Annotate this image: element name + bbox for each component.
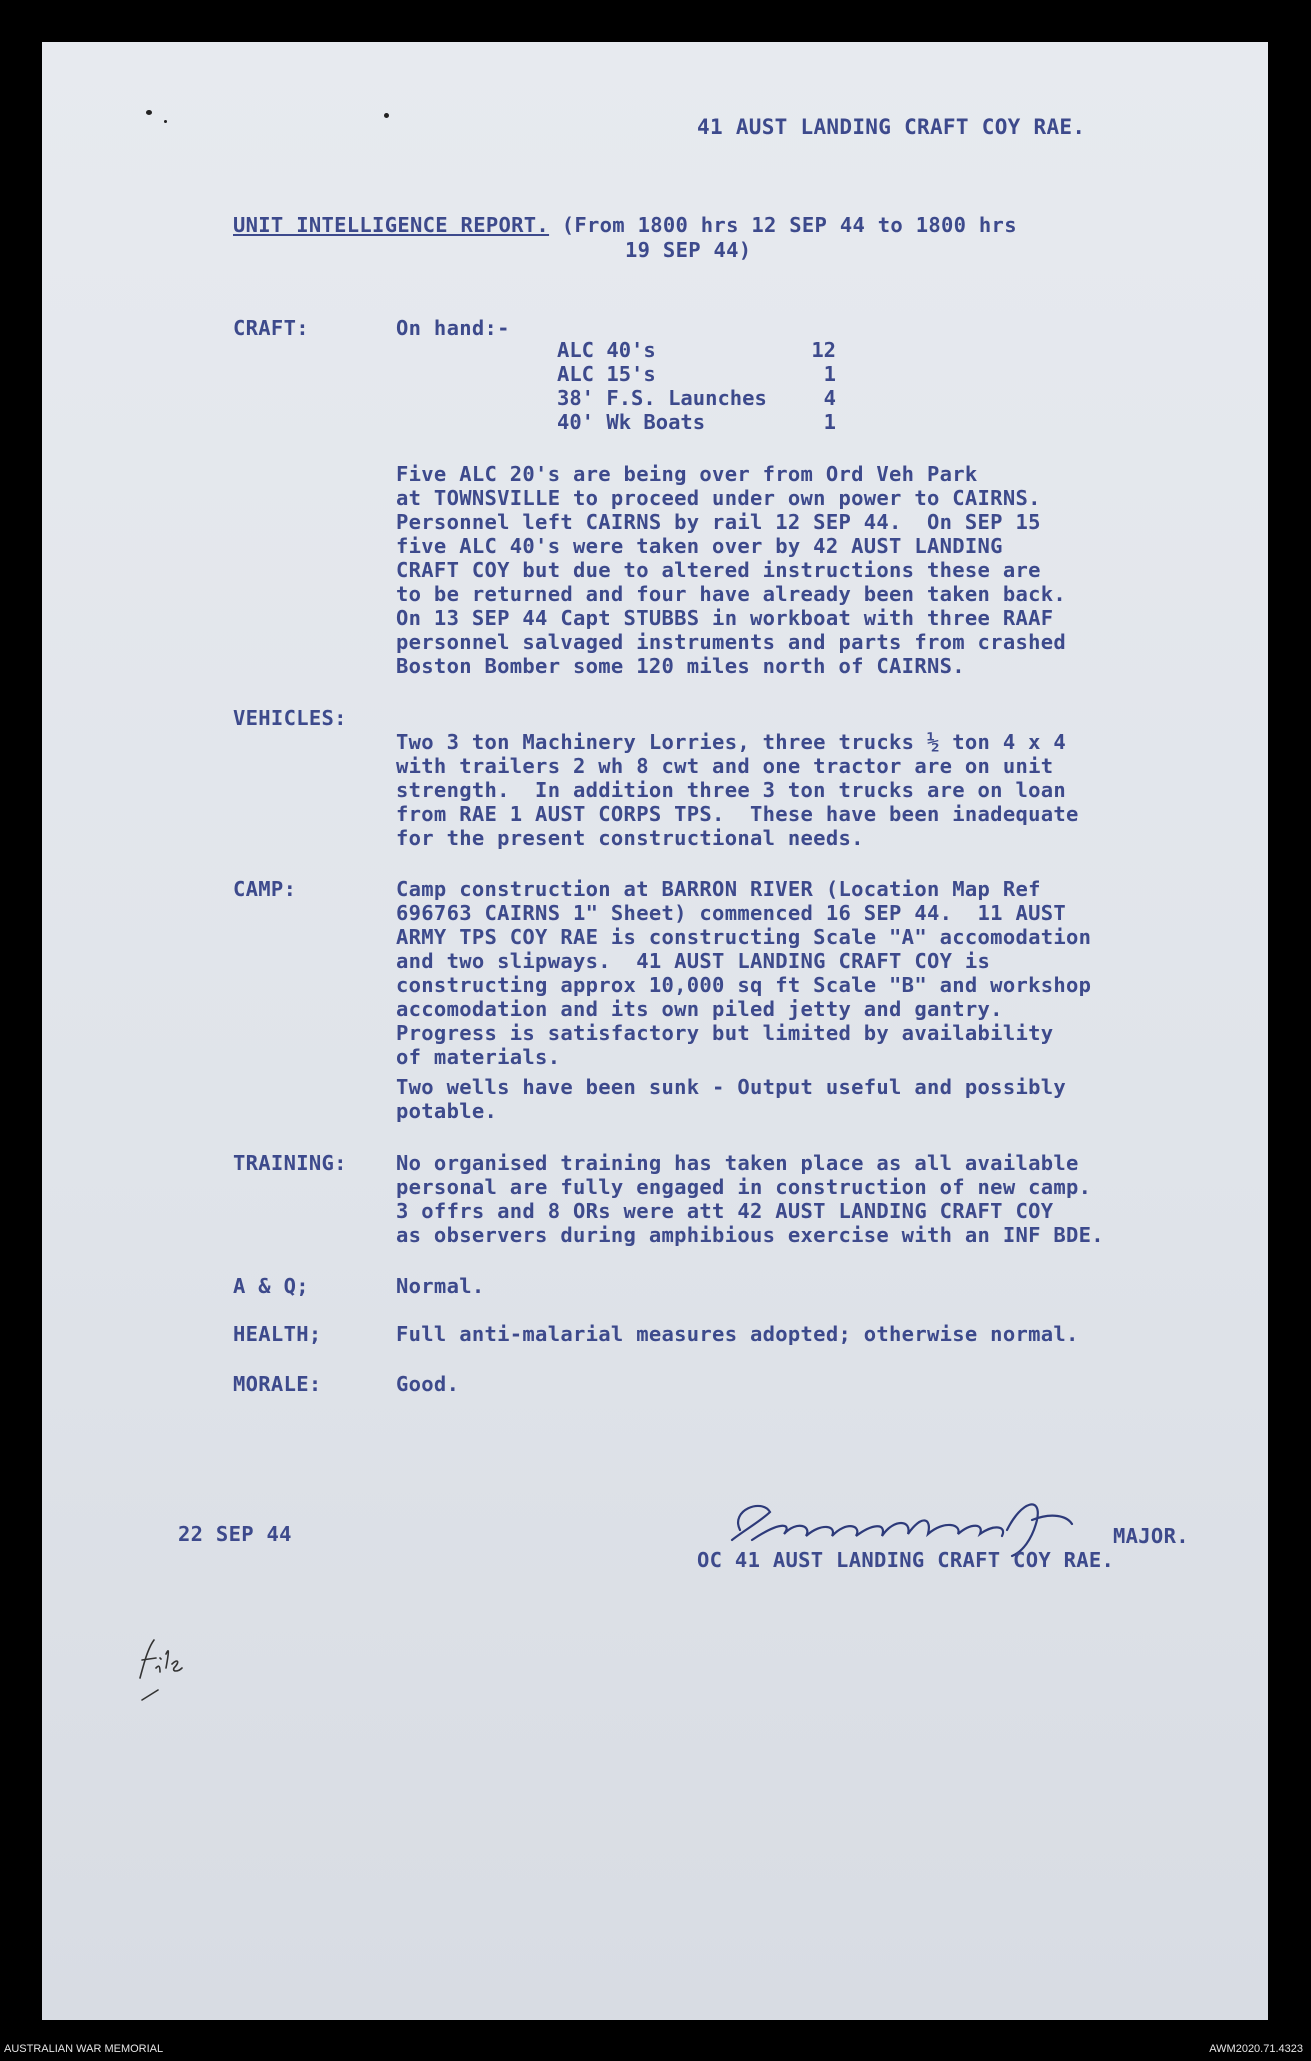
morale-text: Good. xyxy=(396,1372,460,1396)
unit-header: 41 AUST LANDING CRAFT COY RAE. xyxy=(697,115,1086,139)
handwritten-file-note xyxy=(130,1628,210,1708)
craft-item-qty: 12 xyxy=(811,338,836,362)
craft-line: Boston Bomber some 120 miles north of CAIRNS. xyxy=(396,654,965,678)
health-text: Full anti-malarial measures adopted; otherwise normal. xyxy=(396,1322,1079,1346)
craft-item-name: 38' F.S. Launches xyxy=(557,386,767,410)
camp-line: Camp construction at BARRON RIVER (Location Map Ref xyxy=(396,877,1041,901)
vehicles-line: with trailers 2 wh 8 cwt and one tractor are on unit xyxy=(396,754,1054,778)
vehicles-line: for the present constructional needs. xyxy=(396,826,864,850)
speck xyxy=(384,113,389,118)
craft-label: CRAFT: xyxy=(233,316,309,340)
signatory-rank: MAJOR. xyxy=(1113,1524,1189,1548)
speck xyxy=(146,110,152,115)
vehicles-line: from RAE 1 AUST CORPS TPS. These have been inadequate xyxy=(396,802,1079,826)
report-period-line1: (From 1800 hrs 12 SEP 44 to 1800 hrs xyxy=(561,213,1017,237)
camp-line: of materials. xyxy=(396,1045,561,1069)
footer-catalogue-id: AWM2020.71.4323 xyxy=(1209,2043,1303,2055)
morale-label: MORALE: xyxy=(233,1372,322,1396)
vehicles-line: strength. In addition three 3 ton trucks are on loan xyxy=(396,778,1067,802)
camp-line: 696763 CAIRNS 1" Sheet) commenced 16 SEP 44. 11 AUST xyxy=(396,901,1067,925)
training-line: personal are fully engaged in construction of new camp. xyxy=(396,1175,1092,1199)
camp-label: CAMP: xyxy=(233,877,297,901)
craft-line: to be returned and four have already been taken back. xyxy=(396,582,1067,606)
training-line: No organised training has taken place as all available xyxy=(396,1151,1079,1175)
craft-line: five ALC 40's were taken over by 42 AUST LANDING xyxy=(396,534,1003,558)
craft-line: at TOWNSVILLE to proceed under own power to CAIRNS. xyxy=(396,486,1041,510)
camp-line: accomodation and its own piled jetty and gantry. xyxy=(396,997,1003,1021)
craft-item-name: ALC 40's xyxy=(557,338,656,362)
camp-line: constructing approx 10,000 sq ft Scale "B" and workshop xyxy=(396,973,1092,997)
training-line: as observers during amphibious exercise with an INF BDE. xyxy=(396,1223,1104,1247)
craft-item-qty: 1 xyxy=(823,410,836,434)
craft-item-name: ALC 15's xyxy=(557,362,656,386)
craft-item-qty: 4 xyxy=(823,386,836,410)
vehicles-label: VEHICLES: xyxy=(233,706,347,730)
camp-line: Progress is satisfactory but limited by availability xyxy=(396,1021,1054,1045)
report-date: 22 SEP 44 xyxy=(178,1522,292,1546)
craft-item-name: 40' Wk Boats xyxy=(557,410,706,434)
craft-line: CRAFT COY but due to altered instructions these are xyxy=(396,558,1041,582)
signatory-position: OC 41 AUST LANDING CRAFT COY RAE. xyxy=(697,1548,1115,1572)
health-label: HEALTH; xyxy=(233,1322,322,1346)
craft-item-qty: 1 xyxy=(823,362,836,386)
craft-line: Personnel left CAIRNS by rail 12 SEP 44. On SEP 15 xyxy=(396,510,1041,534)
report-period-line2: 19 SEP 44) xyxy=(625,238,752,262)
training-label: TRAINING: xyxy=(233,1151,347,1175)
vehicles-line: Two 3 ton Machinery Lorries, three trucks ½ ton 4 x 4 xyxy=(396,730,1067,754)
aq-label: A & Q; xyxy=(233,1274,309,1298)
training-line: 3 offrs and 8 ORs were att 42 AUST LANDING CRAFT COY xyxy=(396,1199,1054,1223)
camp-line: Two wells have been sunk - Output useful and possibly xyxy=(396,1075,1067,1099)
aq-text: Normal. xyxy=(396,1274,485,1298)
craft-line: personnel salvaged instruments and parts from crashed xyxy=(396,630,1067,654)
camp-line: ARMY TPS COY RAE is constructing Scale "A" accomodation xyxy=(396,925,1092,949)
craft-line: Five ALC 20's are being over from Ord Veh Park xyxy=(396,462,978,486)
camp-line: potable. xyxy=(396,1099,498,1123)
report-title-label: UNIT INTELLIGENCE REPORT. xyxy=(233,213,550,237)
craft-intro: On hand:- xyxy=(396,316,510,340)
craft-line: On 13 SEP 44 Capt STUBBS in workboat with three RAAF xyxy=(396,606,1054,630)
footer-institution: AUSTRALIAN WAR MEMORIAL xyxy=(4,2043,164,2055)
camp-line: and two slipways. 41 AUST LANDING CRAFT COY is xyxy=(396,949,991,973)
speck xyxy=(164,120,167,123)
report-title xyxy=(233,213,1017,238)
